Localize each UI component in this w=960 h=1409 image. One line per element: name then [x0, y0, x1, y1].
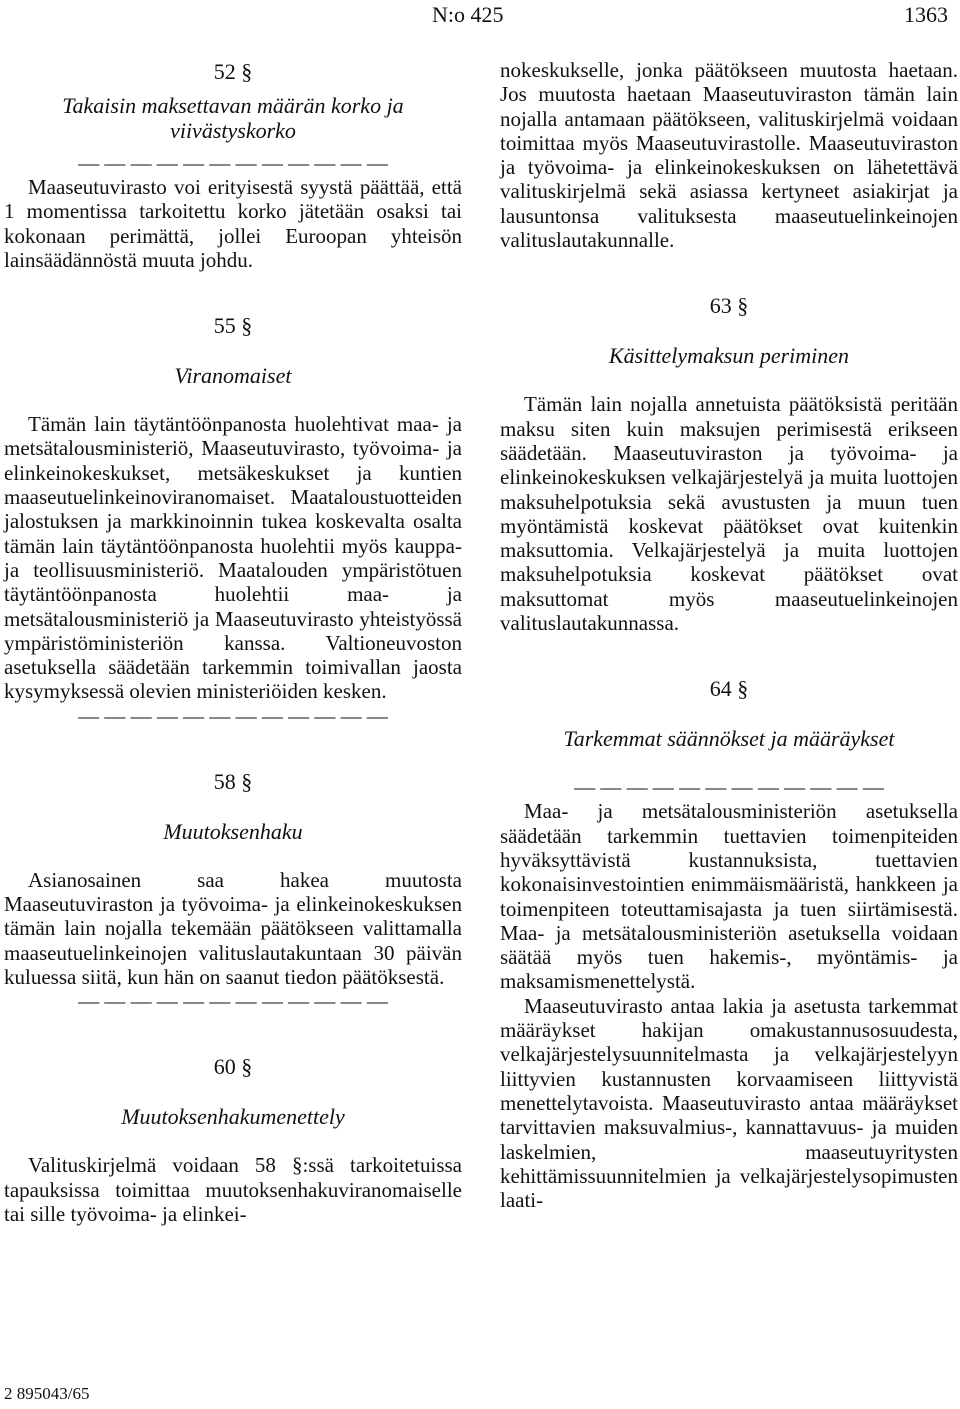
section-60	[4, 1053, 462, 1226]
issue-number: N:o 425	[432, 2, 504, 27]
omission-dashes: — — — — — — — — — — — —	[78, 989, 388, 1014]
section-text: Maaseutuvirasto antaa lakia ja asetusta tarkemmat määräykset hakijan omakustannusosuudesta, velkajärjestelysuunnitelmasta ja velkajärjestelyyn liittyvien kustannusten korvaamiseen liittyvistä menettelytavoista. Maaseutuvirasto antaa määräykset tarvittavien maksuvalmius-, kannattavuus- ja muiden laskelmien, maaseutuyritysten kehittämissuunnitelmien ja velkajärjestelysopimusten laati-	[500, 993, 958, 1213]
section-text: Maaseutuvirasto voi erityisestä syystä päättää, että 1 momentissa tarkoitettu korko jätetään osaksi tai kokonaan perimättä, jollei Euroopan yhteisön lainsäädännöstä muuta johdu.	[4, 175, 462, 272]
left-column	[4, 58, 462, 1226]
section-title: Muutoksenhakumenettely	[121, 1104, 345, 1130]
page-number: 1363	[904, 2, 948, 27]
section-63	[500, 292, 958, 635]
section-title: Käsittelymaksun periminen	[608, 343, 850, 369]
section-title: Viranomaiset	[174, 363, 292, 389]
section-text: Maa- ja metsätalousministeriön asetuksella säädetään tarkemmin tuettavien toimenpiteiden hyväksyttävistä kustannuksista, tuettavien kokonaisinvestointien enimmäismääristä, hankkeen ja toimenpiteen toteuttamisajasta ja tuen siirtämisestä. Maa- ja metsätalousministeriön asetuksella voidaan säätää myös tuen hakemis-, myöntämis- ja maksamismenettelystä.	[500, 799, 958, 994]
omission-dashes: — — — — — — — — — — — —	[78, 151, 388, 175]
section-text: Valituskirjelmä voidaan 58 §:ssä tarkoitetuissa tapauksissa toimittaa muutoksenhakuviranomaiselle tai sille työvoima- ja elinkei-	[4, 1153, 462, 1226]
omission-dashes: — — — — — — — — — — — —	[574, 775, 884, 800]
section-number: 63 §	[709, 293, 749, 319]
section-number: 58 §	[213, 768, 253, 794]
section-text: Tämän lain täytäntöönpanosta huolehtivat maa- ja metsätalousministeriö, Maaseutuvirasto, työvoima- ja elinkeinokeskukset, metsäkeskukset ja kuntien maaseutuelinkeinoviranomaiset. Maataloustuotteiden jalostuksen ja markkinoinnin tukea koskevalta osalta tämän lain täytäntöönpanosta huolehtii myös kauppa- ja teollisuusministeriö. Maatalouden ympäristötuen täytäntöönpanosta huolehtii maa- ja metsätalousministeriö ja Maaseutuvirasto yhteistyössä ympäristöministeriön kanssa. Valtioneuvoston asetuksella säädetään tarkemmin toimivallan jaosta kysymyksessä olevien ministeriöiden kesken.	[4, 412, 462, 704]
omission-dashes: — — — — — — — — — — — —	[78, 703, 388, 728]
section-title: Tarkemmat säännökset ja määräykset	[563, 726, 895, 752]
section-number: 60 §	[213, 1054, 253, 1080]
section-55	[4, 312, 462, 728]
section-52	[4, 58, 462, 272]
section-title: Muutoksenhaku	[163, 818, 303, 844]
section-number: 64 §	[709, 676, 749, 702]
section-number: 52 §	[213, 59, 253, 84]
section-number: 55 §	[213, 313, 253, 339]
section-60-continued	[500, 58, 958, 252]
section-64	[500, 675, 958, 1212]
section-58	[4, 768, 462, 1013]
section-text: Asianosainen saa hakea muutosta Maaseutuviraston ja työvoima- ja elinkeinokeskuksen tämän lain nojalla tekemään päätökseen valittamalla maaseutuelinkeinojen valituslautakuntaan 30 päivän kuluessa siitä, kun hän on saanut tiedon päätöksestä.	[4, 867, 462, 989]
section-text: nokeskukselle, jonka päätökseen muutosta haetaan. Jos muutosta haetaan Maaseutuviraston tämän lain nojalla antamaan päätökseen, valituskirjelmä voidaan toimittaa myös Maaseutuvirastolle. Maaseutuviraston ja työvoima- ja elinkeinokeskuksen on lähetettävä valituskirjelmä sekä asiassa kertyneet asiakirjat ja lausuntonsa valituksesta maaseutuelinkeinojen valituslautakunnalle.	[500, 58, 958, 253]
section-title: Takaisin maksettavan määrän korko ja viivästyskorko	[62, 93, 404, 143]
section-text: Tämän lain nojalla annetuista päätöksistä peritään maksu siten kuin maksujen perimisestä erikseen säädetään. Maaseutuviraston ja työvoima- ja elinkeinokeskuksen velkajärjestelyä ja muita luottojen maksuhelpotuksia sekä avustusten ja muun tuen myöntämistä koskevat päätökset ovat kuitenkin maksuttomia. Velkajärjestelyä ja muita luottojen maksuhelpotuksia koskevat päätökset ovat maksuttomat myös maaseutuelinkeinojen valituslautakunnassa.	[500, 392, 958, 636]
right-column	[500, 58, 958, 1212]
page-header	[0, 0, 960, 30]
print-code: 2 895043/65	[4, 1384, 90, 1403]
